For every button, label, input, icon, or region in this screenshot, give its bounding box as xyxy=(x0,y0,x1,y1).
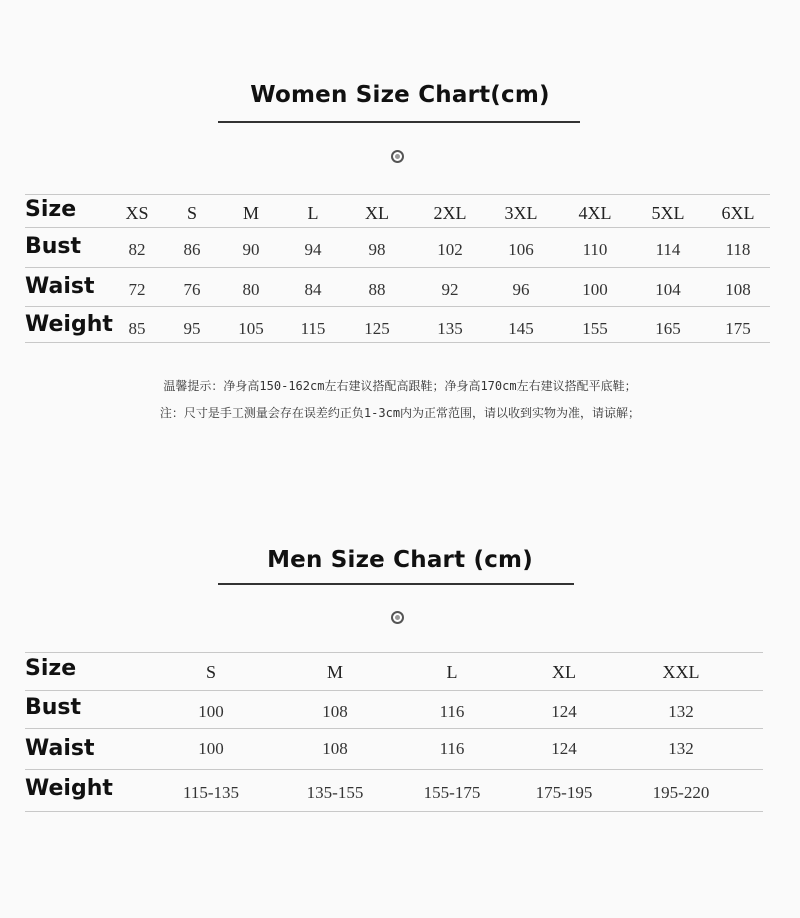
men-value-cell: 108 xyxy=(322,739,348,758)
women-table-rule xyxy=(25,194,770,195)
men-value-cell: 100 xyxy=(198,702,224,721)
men-chart-title: Men Size Chart (cm) xyxy=(267,547,533,573)
women-value-cell: 155 xyxy=(582,319,608,338)
women-size-header-cell: 5XL xyxy=(651,203,685,223)
women-size-header-cell: 2XL xyxy=(433,203,467,223)
women-value-cell: 165 xyxy=(655,319,681,338)
men-value-cell: 116 xyxy=(439,739,465,758)
women-size-header-cell: 3XL xyxy=(504,203,538,223)
women-size-header-cell: S xyxy=(186,203,197,223)
women-value-cell: 115 xyxy=(300,319,326,338)
women-value-cell: 90 xyxy=(242,240,260,259)
women-size-header-cell: XL xyxy=(365,203,389,223)
women-value-cell: 80 xyxy=(242,280,260,299)
women-value-cell: 118 xyxy=(725,240,751,259)
men-row-label: Weight xyxy=(25,776,113,801)
men-size-header-cell: M xyxy=(326,662,343,682)
men-title-underline xyxy=(218,583,574,585)
men-row-label: Waist xyxy=(25,736,95,761)
men-size-header-cell: XL xyxy=(552,662,576,682)
women-value-cell: 92 xyxy=(441,280,459,299)
women-value-cell: 72 xyxy=(128,280,146,299)
men-size-header-cell: L xyxy=(446,662,458,682)
women-value-cell: 104 xyxy=(655,280,681,299)
men-value-cell: 195-220 xyxy=(652,783,710,802)
women-value-cell: 175 xyxy=(725,319,751,338)
women-value-cell: 88 xyxy=(368,280,386,299)
women-table-rule xyxy=(25,267,770,268)
women-disclaimer-note: 注：尺寸是手工测量会存在误差约正负1-3cm内为正常范围，请以收到实物为准，请谅解； xyxy=(159,406,641,420)
women-row-label: Size xyxy=(25,197,77,222)
women-value-cell: 95 xyxy=(183,319,201,338)
men-table-rule xyxy=(25,769,763,770)
men-ring-ornament xyxy=(391,611,404,624)
men-value-cell: 135-155 xyxy=(306,783,364,802)
men-value-cell: 124 xyxy=(551,739,577,758)
women-row-label: Waist xyxy=(25,274,95,299)
men-value-cell: 115-135 xyxy=(182,783,240,802)
men-value-cell: 124 xyxy=(551,702,577,721)
men-value-cell: 155-175 xyxy=(423,783,481,802)
women-value-cell: 114 xyxy=(655,240,681,259)
women-value-cell: 76 xyxy=(183,280,201,299)
women-value-cell: 108 xyxy=(725,280,751,299)
women-table-rule xyxy=(25,227,770,228)
women-row-label: Weight xyxy=(25,312,113,337)
men-row-label: Size xyxy=(25,656,77,681)
men-table-rule xyxy=(25,652,763,653)
men-table-rule xyxy=(25,728,763,729)
women-value-cell: 102 xyxy=(437,240,463,259)
women-chart-title: Women Size Chart(cm) xyxy=(250,82,550,108)
men-value-cell: 100 xyxy=(198,739,224,758)
men-table-rule xyxy=(25,811,763,812)
women-size-header-cell: M xyxy=(242,203,259,223)
women-value-cell: 110 xyxy=(582,240,608,259)
men-value-cell: 132 xyxy=(668,702,694,721)
women-value-cell: 105 xyxy=(238,319,264,338)
women-value-cell: 100 xyxy=(582,280,608,299)
men-table-rule xyxy=(25,690,763,691)
men-row-label: Bust xyxy=(25,695,82,720)
men-value-cell: 116 xyxy=(439,702,465,721)
women-table-rule xyxy=(25,342,770,343)
women-value-cell: 145 xyxy=(508,319,534,338)
women-value-cell: 98 xyxy=(368,240,386,259)
women-value-cell: 135 xyxy=(437,319,463,338)
women-ring-ornament xyxy=(391,150,404,163)
women-value-cell: 125 xyxy=(364,319,390,338)
women-tip-note: 温馨提示：净身高150-162cm左右建议搭配高跟鞋；净身高170cm左右建议搭配平底鞋； xyxy=(163,379,637,393)
men-value-cell: 132 xyxy=(668,739,694,758)
women-size-header-cell: 4XL xyxy=(578,203,612,223)
women-value-cell: 94 xyxy=(304,240,322,259)
women-value-cell: 82 xyxy=(128,240,146,259)
women-value-cell: 106 xyxy=(508,240,534,259)
women-title-underline xyxy=(218,121,580,123)
women-value-cell: 84 xyxy=(304,280,322,299)
women-table-rule xyxy=(25,306,770,307)
men-value-cell: 108 xyxy=(322,702,348,721)
women-row-label: Bust xyxy=(25,234,82,259)
women-size-header-cell: L xyxy=(307,203,319,223)
women-size-header-cell: 6XL xyxy=(721,203,755,223)
women-size-header-cell: XS xyxy=(125,203,149,223)
women-value-cell: 85 xyxy=(128,319,146,338)
men-size-header-cell: S xyxy=(205,662,216,682)
women-value-cell: 86 xyxy=(183,240,201,259)
men-size-header-cell: XXL xyxy=(662,662,700,682)
women-value-cell: 96 xyxy=(512,280,530,299)
men-value-cell: 175-195 xyxy=(535,783,593,802)
